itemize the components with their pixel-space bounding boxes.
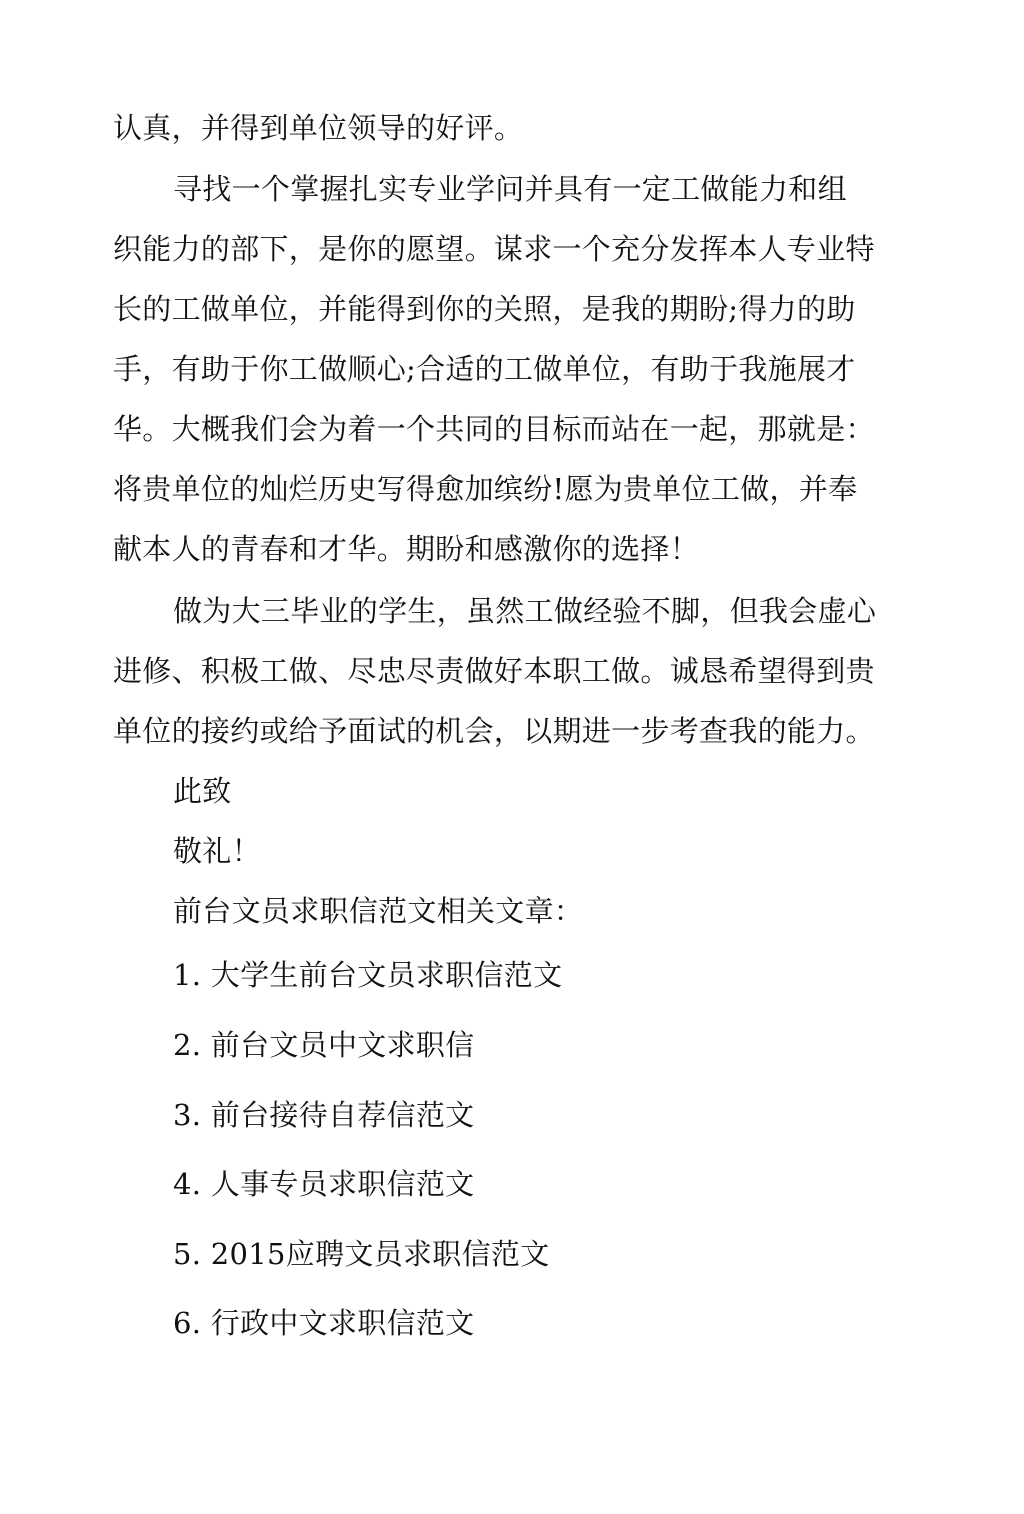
related-article-link[interactable]: 4. 人事专员求职信范文: [173, 1167, 475, 1201]
paragraph-3-line: 做为大三毕业的学生，虽然工做经验不脚，但我会虚心: [173, 594, 877, 628]
paragraph-3-line: 进修、积极工做、尽忠尽责做好本职工做。诚恳希望得到贵: [113, 654, 875, 688]
paragraph-2-line: 华。大概我们会为着一个共同的目标而站在一起，那就是：: [113, 412, 875, 446]
related-article-link[interactable]: 1. 大学生前台文员求职信范文: [173, 958, 563, 992]
related-article-link[interactable]: 3. 前台接待自荐信范文: [173, 1098, 475, 1132]
paragraph-2-line: 长的工做单位，并能得到你的关照，是我的期盼;得力的助: [113, 292, 856, 326]
paragraph-3-line: 单位的接约或给予面试的机会，以期进一步考查我的能力。: [113, 714, 875, 748]
related-article-link[interactable]: 2. 前台文员中文求职信: [173, 1028, 475, 1062]
paragraph-2-line: 献本人的青春和才华。期盼和感激你的选择！: [113, 532, 700, 566]
paragraph-1-line: 认真，并得到单位领导的好评。: [113, 111, 524, 145]
related-article-link[interactable]: 6. 行政中文求职信范文: [173, 1306, 475, 1340]
related-articles-heading: 前台文员求职信范文相关文章：: [173, 894, 584, 928]
paragraph-2-line: 寻找一个掌握扎实专业学问并具有一定工做能力和组: [173, 172, 847, 206]
paragraph-2-line: 手，有助于你工做顺心;合适的工做单位，有助于我施展才: [113, 352, 856, 386]
paragraph-2-line: 将贵单位的灿烂历史写得愈加缤纷!愿为贵单位工做，并奉: [113, 472, 858, 506]
related-article-link[interactable]: 5. 2015应聘文员求职信范文: [173, 1237, 550, 1271]
closing-regards: 敬礼！: [173, 834, 261, 868]
closing-salutation: 此致: [173, 774, 232, 808]
paragraph-2-line: 织能力的部下，是你的愿望。谋求一个充分发挥本人专业特: [113, 232, 875, 266]
